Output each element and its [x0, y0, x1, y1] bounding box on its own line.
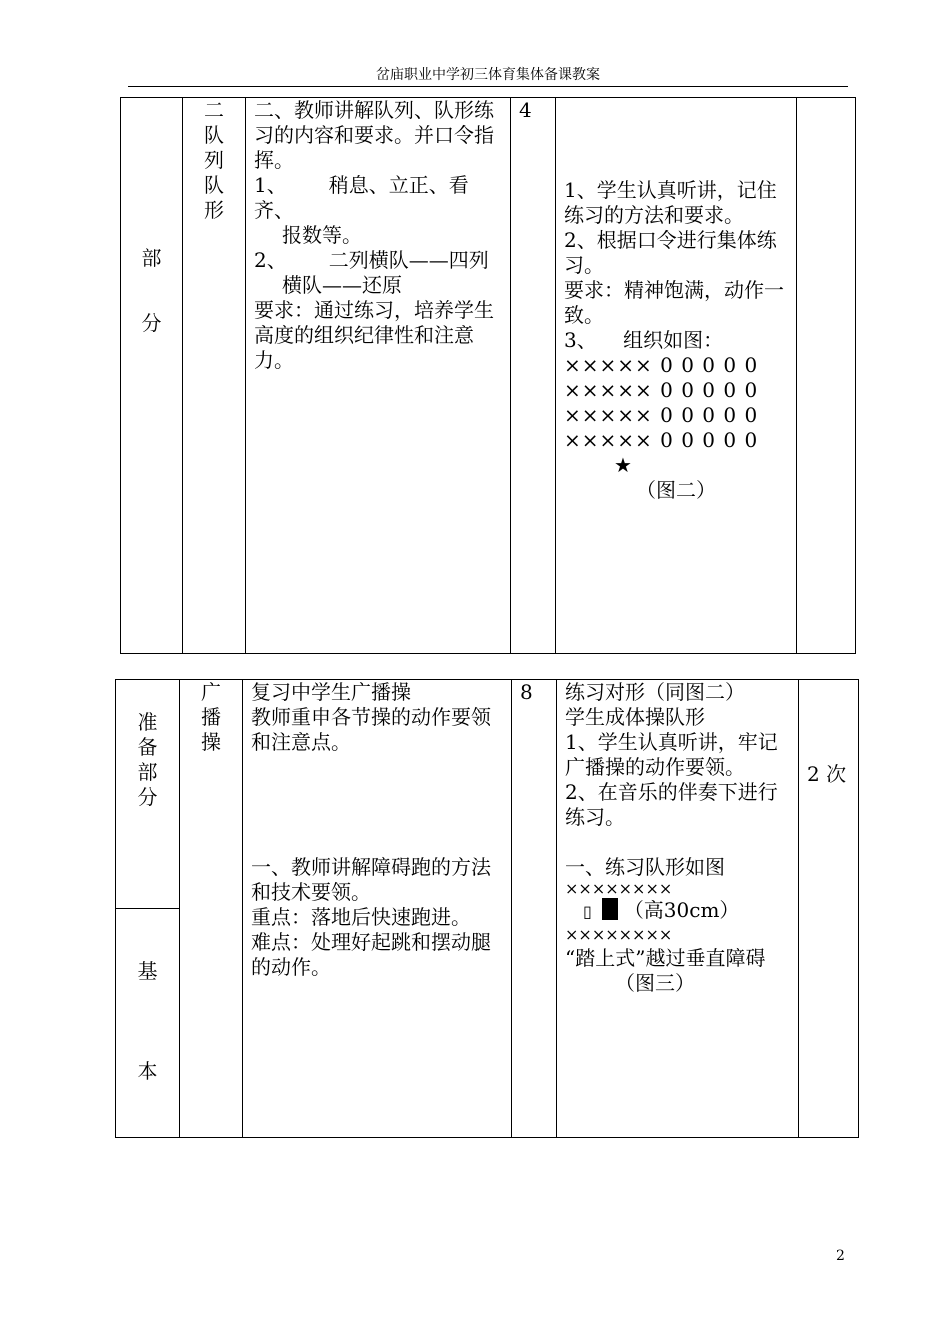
- content-difficulty: 难点：处理好起跳和摆动腿的动作。: [251, 930, 491, 979]
- time-cell: 8: [512, 680, 557, 1138]
- lesson-table-2: [115, 679, 859, 1138]
- content-requirement: 要求：通过练习，培养学生高度的组织纪律性和注意力。: [254, 298, 494, 372]
- topic-char: 列: [204, 148, 224, 172]
- section-cell-basic: [116, 909, 180, 1138]
- student-step: 1、学生认真听讲，牢记广播操的动作要领。: [565, 730, 778, 779]
- item-number: 2、: [254, 248, 287, 272]
- section-char: 分: [141, 310, 162, 335]
- student-cell: [557, 680, 799, 1138]
- student-step: 学生成体操队形: [565, 705, 705, 729]
- section-char: 分: [137, 785, 158, 809]
- student-step: 练习对形（同图二）: [565, 680, 745, 704]
- section-char: 准: [137, 710, 158, 734]
- section-char: 部: [141, 245, 162, 270]
- remark-cell: [797, 98, 856, 654]
- hurdle-block-icon: [602, 898, 618, 920]
- page-header-title: 岔庙职业中学初三体育集体备课教案: [376, 67, 600, 83]
- topic-cell: [183, 98, 246, 654]
- time-cell: 4: [511, 98, 556, 654]
- formation-row: ××××××××: [565, 925, 673, 944]
- content-key-point: 重点：落地后快速跑进。: [251, 905, 471, 929]
- topic-char: 二: [204, 98, 224, 122]
- method-text: “踏上式”越过垂直障碍: [565, 946, 766, 970]
- item-text: 横队——还原: [282, 273, 402, 297]
- student-cell: [556, 98, 797, 654]
- formation-row: ××××× 0 0 0 0 0: [564, 403, 759, 427]
- section-char: 本: [137, 1059, 158, 1083]
- figure-caption: （图三）: [615, 971, 695, 995]
- item-text: 二列横队——四列: [328, 248, 489, 272]
- section-char: 部: [137, 760, 158, 784]
- content-line: 一、教师讲解障碍跑的方法和技术要领。: [251, 855, 491, 904]
- content-cell: [243, 680, 512, 1138]
- content-intro: 二、教师讲解队列、队形练习的内容和要求。并口令指挥。: [254, 98, 494, 172]
- item-number: 1、: [254, 173, 287, 197]
- section-cell-prep: [116, 680, 180, 909]
- formation-row: ××××× 0 0 0 0 0: [564, 353, 759, 377]
- header-rule: [128, 86, 848, 87]
- topic-char: 操: [201, 730, 221, 754]
- section-char: 备: [137, 735, 158, 759]
- item-text: 稍息、立正、看齐、: [254, 173, 469, 222]
- student-requirement: 要求：精神饱满，动作一致。: [564, 278, 784, 327]
- formation-row: ××××××××: [565, 879, 673, 898]
- topic-char: 广: [201, 680, 221, 704]
- formation-row: ××××× 0 0 0 0 0: [564, 378, 759, 402]
- topic-char: 队: [204, 173, 224, 197]
- section-char: 基: [137, 959, 158, 983]
- content-line: 复习中学生广播操: [251, 680, 411, 704]
- teacher-star-icon: ★: [614, 453, 632, 477]
- content-line: 教师重申各节操的动作要领和注意点。: [251, 705, 491, 754]
- student-step: 2、在音乐的伴奏下进行: [565, 780, 778, 804]
- formation-row: ××××× 0 0 0 0 0: [564, 428, 759, 452]
- remark-count: 2 次: [807, 762, 847, 786]
- student-step: 练习。: [565, 805, 625, 829]
- content-cell: [246, 98, 511, 654]
- page-number: 2: [836, 1248, 845, 1264]
- remark-cell: [799, 680, 859, 1138]
- topic-char: 形: [204, 198, 224, 222]
- lesson-table-1: [120, 97, 856, 654]
- item-text: 报数等。: [282, 223, 362, 247]
- student-step: 2、根据口令进行集体练习。: [564, 228, 777, 277]
- student-step: 3、 组织如图：: [564, 328, 724, 352]
- student-step: 一、练习队形如图: [565, 855, 725, 879]
- student-step: 1、学生认真听讲，记住练习的方法和要求。: [564, 178, 777, 227]
- topic-char: 播: [201, 705, 221, 729]
- hurdle-height: （高30cm）: [623, 898, 740, 922]
- hurdle-box-icon: ▯: [583, 902, 592, 921]
- figure-caption: （图二）: [636, 478, 716, 502]
- topic-char: 队: [204, 123, 224, 147]
- section-cell: [121, 98, 183, 654]
- topic-cell: [180, 680, 243, 1138]
